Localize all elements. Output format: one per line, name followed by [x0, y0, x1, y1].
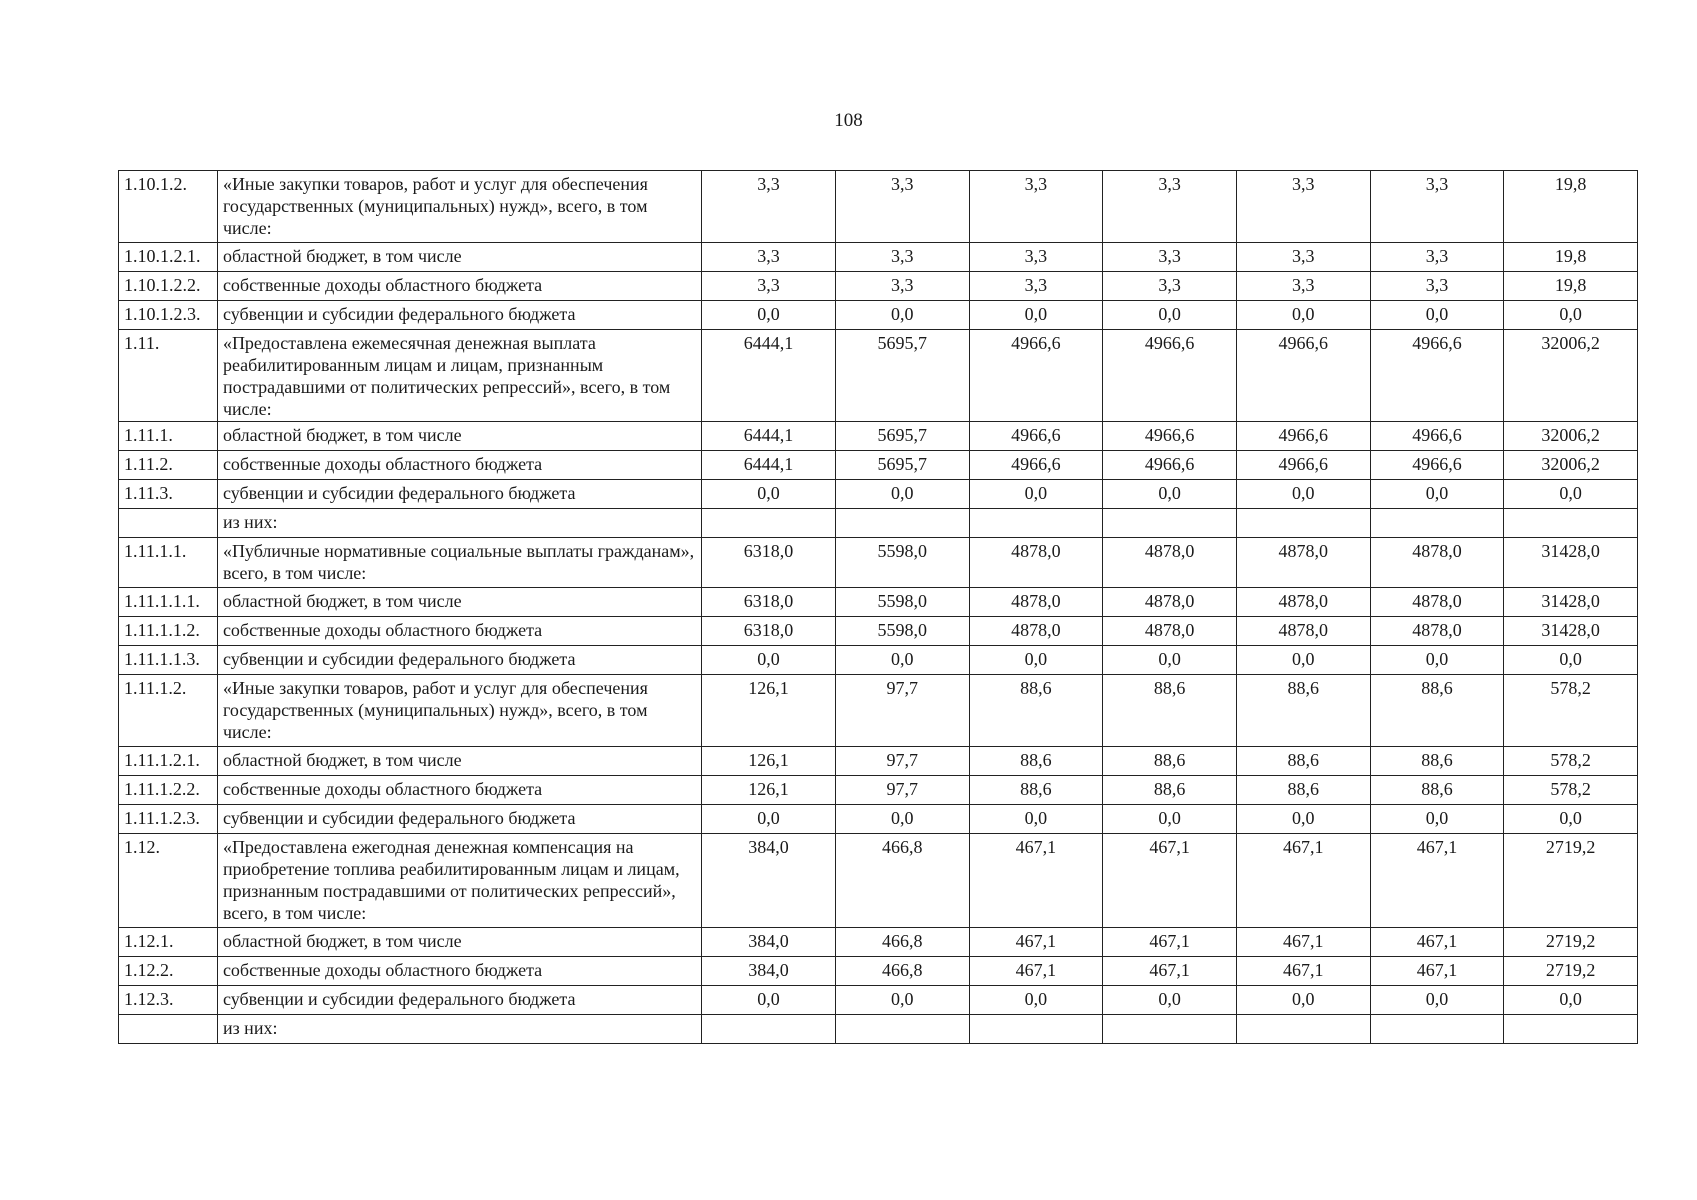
row-code-cell: [119, 509, 218, 538]
row-value-cell: 384,0: [702, 928, 836, 957]
row-value-cell: 126,1: [702, 675, 836, 747]
row-total-cell: 0,0: [1504, 986, 1638, 1015]
row-value-cell: 6444,1: [702, 422, 836, 451]
row-total-cell: [1504, 509, 1638, 538]
row-code-cell: 1.11.1.1.: [119, 538, 218, 588]
row-description-cell: субвенции и субсидии федерального бюджета: [217, 480, 701, 509]
table-row: [119, 957, 1638, 986]
row-value-cell: 4878,0: [1103, 617, 1237, 646]
row-code-cell: 1.12.2.: [119, 957, 218, 986]
row-code-cell: 1.11.1.1.2.: [119, 617, 218, 646]
row-value-cell: 6318,0: [702, 617, 836, 646]
row-value-cell: 3,3: [969, 272, 1103, 301]
row-value-cell: 4966,6: [1370, 422, 1504, 451]
row-value-cell: 4878,0: [1370, 617, 1504, 646]
row-value-cell: 466,8: [835, 957, 969, 986]
row-code-cell: 1.11.1.1.1.: [119, 588, 218, 617]
row-value-cell: 3,3: [1236, 171, 1370, 243]
row-value-cell: 384,0: [702, 957, 836, 986]
row-value-cell: 5695,7: [835, 330, 969, 422]
row-code-cell: 1.11.1.2.1.: [119, 747, 218, 776]
row-value-cell: 88,6: [1370, 675, 1504, 747]
row-value-cell: 5695,7: [835, 451, 969, 480]
row-value-cell: 467,1: [969, 928, 1103, 957]
row-value-cell: 4966,6: [1103, 330, 1237, 422]
row-total-cell: 19,8: [1504, 243, 1638, 272]
row-value-cell: 6318,0: [702, 538, 836, 588]
row-value-cell: 0,0: [969, 646, 1103, 675]
row-description-cell: собственные доходы областного бюджета: [217, 617, 701, 646]
row-value-cell: 4966,6: [1236, 451, 1370, 480]
row-value-cell: 0,0: [835, 986, 969, 1015]
row-value-cell: 467,1: [1236, 928, 1370, 957]
row-value-cell: 0,0: [969, 986, 1103, 1015]
row-value-cell: 126,1: [702, 747, 836, 776]
row-value-cell: 3,3: [1370, 272, 1504, 301]
row-code-cell: 1.12.: [119, 834, 218, 928]
row-code-cell: 1.11.1.2.2.: [119, 776, 218, 805]
table-row: [119, 805, 1638, 834]
row-code-cell: 1.12.1.: [119, 928, 218, 957]
row-value-cell: [1236, 509, 1370, 538]
row-value-cell: 4878,0: [1236, 538, 1370, 588]
row-value-cell: 0,0: [1103, 301, 1237, 330]
row-description-cell: «Иные закупки товаров, работ и услуг для обеспечения государственных (муниципальных) нужд», всего, в том числе:: [217, 675, 701, 747]
table-row: [119, 776, 1638, 805]
row-description-cell: собственные доходы областного бюджета: [217, 776, 701, 805]
row-description-cell: областной бюджет, в том числе: [217, 747, 701, 776]
row-value-cell: 467,1: [1103, 957, 1237, 986]
row-value-cell: 0,0: [1236, 986, 1370, 1015]
row-value-cell: 88,6: [1103, 747, 1237, 776]
row-value-cell: 4966,6: [1103, 451, 1237, 480]
row-value-cell: [969, 509, 1103, 538]
row-value-cell: 4966,6: [1370, 330, 1504, 422]
table-row: [119, 747, 1638, 776]
row-description-cell: субвенции и субсидии федерального бюджета: [217, 986, 701, 1015]
row-total-cell: 0,0: [1504, 805, 1638, 834]
row-value-cell: 467,1: [1370, 834, 1504, 928]
row-total-cell: 32006,2: [1504, 330, 1638, 422]
row-value-cell: 3,3: [969, 171, 1103, 243]
row-value-cell: [1103, 1015, 1237, 1044]
row-value-cell: 0,0: [969, 480, 1103, 509]
row-code-cell: 1.10.1.2.3.: [119, 301, 218, 330]
row-value-cell: 0,0: [1370, 301, 1504, 330]
row-value-cell: 467,1: [969, 834, 1103, 928]
row-description-cell: субвенции и субсидии федерального бюджета: [217, 805, 701, 834]
row-total-cell: 578,2: [1504, 675, 1638, 747]
row-total-cell: 19,8: [1504, 171, 1638, 243]
row-value-cell: [1370, 509, 1504, 538]
table-row: [119, 588, 1638, 617]
row-total-cell: 31428,0: [1504, 588, 1638, 617]
row-value-cell: 4966,6: [969, 451, 1103, 480]
row-total-cell: 0,0: [1504, 301, 1638, 330]
row-total-cell: 0,0: [1504, 480, 1638, 509]
table-row: [119, 646, 1638, 675]
row-value-cell: 0,0: [702, 986, 836, 1015]
row-value-cell: 467,1: [1103, 928, 1237, 957]
row-code-cell: 1.10.1.2.1.: [119, 243, 218, 272]
table-row: [119, 480, 1638, 509]
row-total-cell: 2719,2: [1504, 957, 1638, 986]
row-value-cell: 0,0: [835, 805, 969, 834]
row-value-cell: 88,6: [969, 675, 1103, 747]
row-description-cell: «Предоставлена ежегодная денежная компенсация на приобретение топлива реабилитированным лицам и лицам, признанным пострадавшими от политических репрессий», всего, в том числе:: [217, 834, 701, 928]
row-value-cell: 3,3: [1236, 272, 1370, 301]
row-value-cell: [969, 1015, 1103, 1044]
row-value-cell: 4878,0: [1236, 617, 1370, 646]
table-row: [119, 422, 1638, 451]
row-value-cell: 0,0: [835, 646, 969, 675]
row-description-cell: «Публичные нормативные социальные выплаты гражданам», всего, в том числе:: [217, 538, 701, 588]
row-value-cell: 5598,0: [835, 588, 969, 617]
row-value-cell: 3,3: [1370, 243, 1504, 272]
row-value-cell: 0,0: [1370, 646, 1504, 675]
row-total-cell: 2719,2: [1504, 928, 1638, 957]
row-value-cell: 466,8: [835, 928, 969, 957]
row-value-cell: 0,0: [1370, 986, 1504, 1015]
row-value-cell: [835, 1015, 969, 1044]
row-value-cell: 0,0: [835, 480, 969, 509]
row-value-cell: [702, 1015, 836, 1044]
row-value-cell: 0,0: [1236, 480, 1370, 509]
row-value-cell: 4878,0: [1370, 588, 1504, 617]
row-value-cell: [702, 509, 836, 538]
row-value-cell: 3,3: [702, 171, 836, 243]
table-row: [119, 538, 1638, 588]
table-row: [119, 272, 1638, 301]
row-code-cell: 1.11.1.2.: [119, 675, 218, 747]
row-value-cell: 4966,6: [1236, 422, 1370, 451]
row-total-cell: 578,2: [1504, 776, 1638, 805]
row-value-cell: 88,6: [1370, 776, 1504, 805]
row-value-cell: 3,3: [1103, 243, 1237, 272]
row-code-cell: 1.11.: [119, 330, 218, 422]
row-value-cell: 467,1: [1236, 834, 1370, 928]
row-value-cell: 4966,6: [1370, 451, 1504, 480]
row-value-cell: 3,3: [835, 243, 969, 272]
row-code-cell: [119, 1015, 218, 1044]
row-value-cell: 0,0: [1370, 480, 1504, 509]
row-value-cell: 466,8: [835, 834, 969, 928]
row-value-cell: 4878,0: [1370, 538, 1504, 588]
page-number: 108: [834, 110, 863, 131]
row-value-cell: 3,3: [702, 243, 836, 272]
row-value-cell: 4966,6: [1236, 330, 1370, 422]
row-value-cell: 0,0: [1236, 646, 1370, 675]
row-code-cell: 1.11.1.2.3.: [119, 805, 218, 834]
row-value-cell: [1236, 1015, 1370, 1044]
table-row: [119, 509, 1638, 538]
row-code-cell: 1.12.3.: [119, 986, 218, 1015]
row-description-cell: субвенции и субсидии федерального бюджета: [217, 301, 701, 330]
budget-table: [118, 170, 1638, 1044]
row-value-cell: 88,6: [1236, 675, 1370, 747]
row-description-cell: областной бюджет, в том числе: [217, 928, 701, 957]
row-value-cell: 88,6: [969, 747, 1103, 776]
row-value-cell: 3,3: [835, 171, 969, 243]
row-value-cell: 3,3: [1236, 243, 1370, 272]
budget-table-container: [118, 170, 1638, 1044]
row-description-cell: собственные доходы областного бюджета: [217, 957, 701, 986]
row-value-cell: 3,3: [1103, 171, 1237, 243]
row-value-cell: 97,7: [835, 675, 969, 747]
row-value-cell: 0,0: [1236, 805, 1370, 834]
row-total-cell: 31428,0: [1504, 617, 1638, 646]
table-row: [119, 986, 1638, 1015]
row-code-cell: 1.11.1.: [119, 422, 218, 451]
row-total-cell: [1504, 1015, 1638, 1044]
row-value-cell: 4966,6: [1103, 422, 1237, 451]
table-row: [119, 675, 1638, 747]
row-description-cell: собственные доходы областного бюджета: [217, 451, 701, 480]
table-row: [119, 928, 1638, 957]
row-description-cell: «Предоставлена ежемесячная денежная выплата реабилитированным лицам и лицам, признанным пострадавшими от политических репрессий», всего, в том числе:: [217, 330, 701, 422]
row-value-cell: 6318,0: [702, 588, 836, 617]
row-value-cell: 3,3: [969, 243, 1103, 272]
row-description-cell: областной бюджет, в том числе: [217, 422, 701, 451]
table-row: [119, 330, 1638, 422]
row-description-cell: «Иные закупки товаров, работ и услуг для обеспечения государственных (муниципальных) нужд», всего, в том числе:: [217, 171, 701, 243]
row-value-cell: 0,0: [1103, 480, 1237, 509]
row-code-cell: 1.11.1.1.3.: [119, 646, 218, 675]
row-value-cell: 97,7: [835, 747, 969, 776]
row-value-cell: 0,0: [702, 805, 836, 834]
row-value-cell: 126,1: [702, 776, 836, 805]
table-row: [119, 834, 1638, 928]
row-value-cell: 5695,7: [835, 422, 969, 451]
row-value-cell: 6444,1: [702, 451, 836, 480]
row-value-cell: 97,7: [835, 776, 969, 805]
row-value-cell: 88,6: [969, 776, 1103, 805]
row-value-cell: 0,0: [969, 301, 1103, 330]
row-value-cell: 0,0: [969, 805, 1103, 834]
row-value-cell: 467,1: [1370, 928, 1504, 957]
row-total-cell: 19,8: [1504, 272, 1638, 301]
row-value-cell: 3,3: [1103, 272, 1237, 301]
row-value-cell: 88,6: [1370, 747, 1504, 776]
row-value-cell: 0,0: [702, 480, 836, 509]
table-row: [119, 301, 1638, 330]
row-value-cell: 3,3: [702, 272, 836, 301]
row-value-cell: 4878,0: [969, 588, 1103, 617]
row-value-cell: 5598,0: [835, 617, 969, 646]
row-total-cell: 31428,0: [1504, 538, 1638, 588]
table-row: [119, 171, 1638, 243]
row-value-cell: 384,0: [702, 834, 836, 928]
row-value-cell: 88,6: [1236, 776, 1370, 805]
row-description-cell: собственные доходы областного бюджета: [217, 272, 701, 301]
row-value-cell: 0,0: [835, 301, 969, 330]
row-code-cell: 1.11.2.: [119, 451, 218, 480]
row-code-cell: 1.11.3.: [119, 480, 218, 509]
row-total-cell: 0,0: [1504, 646, 1638, 675]
row-total-cell: 2719,2: [1504, 834, 1638, 928]
row-value-cell: 4878,0: [1103, 538, 1237, 588]
row-description-cell: из них:: [217, 509, 701, 538]
row-value-cell: 3,3: [835, 272, 969, 301]
budget-table-body: [119, 171, 1638, 1044]
row-value-cell: 88,6: [1103, 675, 1237, 747]
row-value-cell: 4966,6: [969, 330, 1103, 422]
row-value-cell: 4878,0: [969, 617, 1103, 646]
row-code-cell: 1.10.1.2.2.: [119, 272, 218, 301]
row-value-cell: 467,1: [1236, 957, 1370, 986]
row-value-cell: [1103, 509, 1237, 538]
row-total-cell: 32006,2: [1504, 451, 1638, 480]
row-value-cell: 3,3: [1370, 171, 1504, 243]
row-value-cell: 88,6: [1103, 776, 1237, 805]
row-value-cell: [1370, 1015, 1504, 1044]
row-value-cell: 88,6: [1236, 747, 1370, 776]
row-value-cell: 5598,0: [835, 538, 969, 588]
row-value-cell: 0,0: [1103, 986, 1237, 1015]
row-value-cell: 4878,0: [969, 538, 1103, 588]
row-value-cell: 6444,1: [702, 330, 836, 422]
row-value-cell: 467,1: [1103, 834, 1237, 928]
row-value-cell: 4878,0: [1103, 588, 1237, 617]
row-value-cell: 0,0: [1103, 805, 1237, 834]
row-value-cell: 0,0: [1370, 805, 1504, 834]
row-description-cell: областной бюджет, в том числе: [217, 588, 701, 617]
row-description-cell: субвенции и субсидии федерального бюджета: [217, 646, 701, 675]
row-value-cell: 4878,0: [1236, 588, 1370, 617]
row-value-cell: 467,1: [1370, 957, 1504, 986]
row-value-cell: 0,0: [1103, 646, 1237, 675]
row-value-cell: 0,0: [702, 646, 836, 675]
row-value-cell: 0,0: [1236, 301, 1370, 330]
row-value-cell: [835, 509, 969, 538]
table-row: [119, 617, 1638, 646]
row-description-cell: из них:: [217, 1015, 701, 1044]
row-total-cell: 578,2: [1504, 747, 1638, 776]
row-value-cell: 467,1: [969, 957, 1103, 986]
table-row: [119, 1015, 1638, 1044]
row-value-cell: 0,0: [702, 301, 836, 330]
table-row: [119, 451, 1638, 480]
row-total-cell: 32006,2: [1504, 422, 1638, 451]
row-description-cell: областной бюджет, в том числе: [217, 243, 701, 272]
row-value-cell: 4966,6: [969, 422, 1103, 451]
table-row: [119, 243, 1638, 272]
row-code-cell: 1.10.1.2.: [119, 171, 218, 243]
